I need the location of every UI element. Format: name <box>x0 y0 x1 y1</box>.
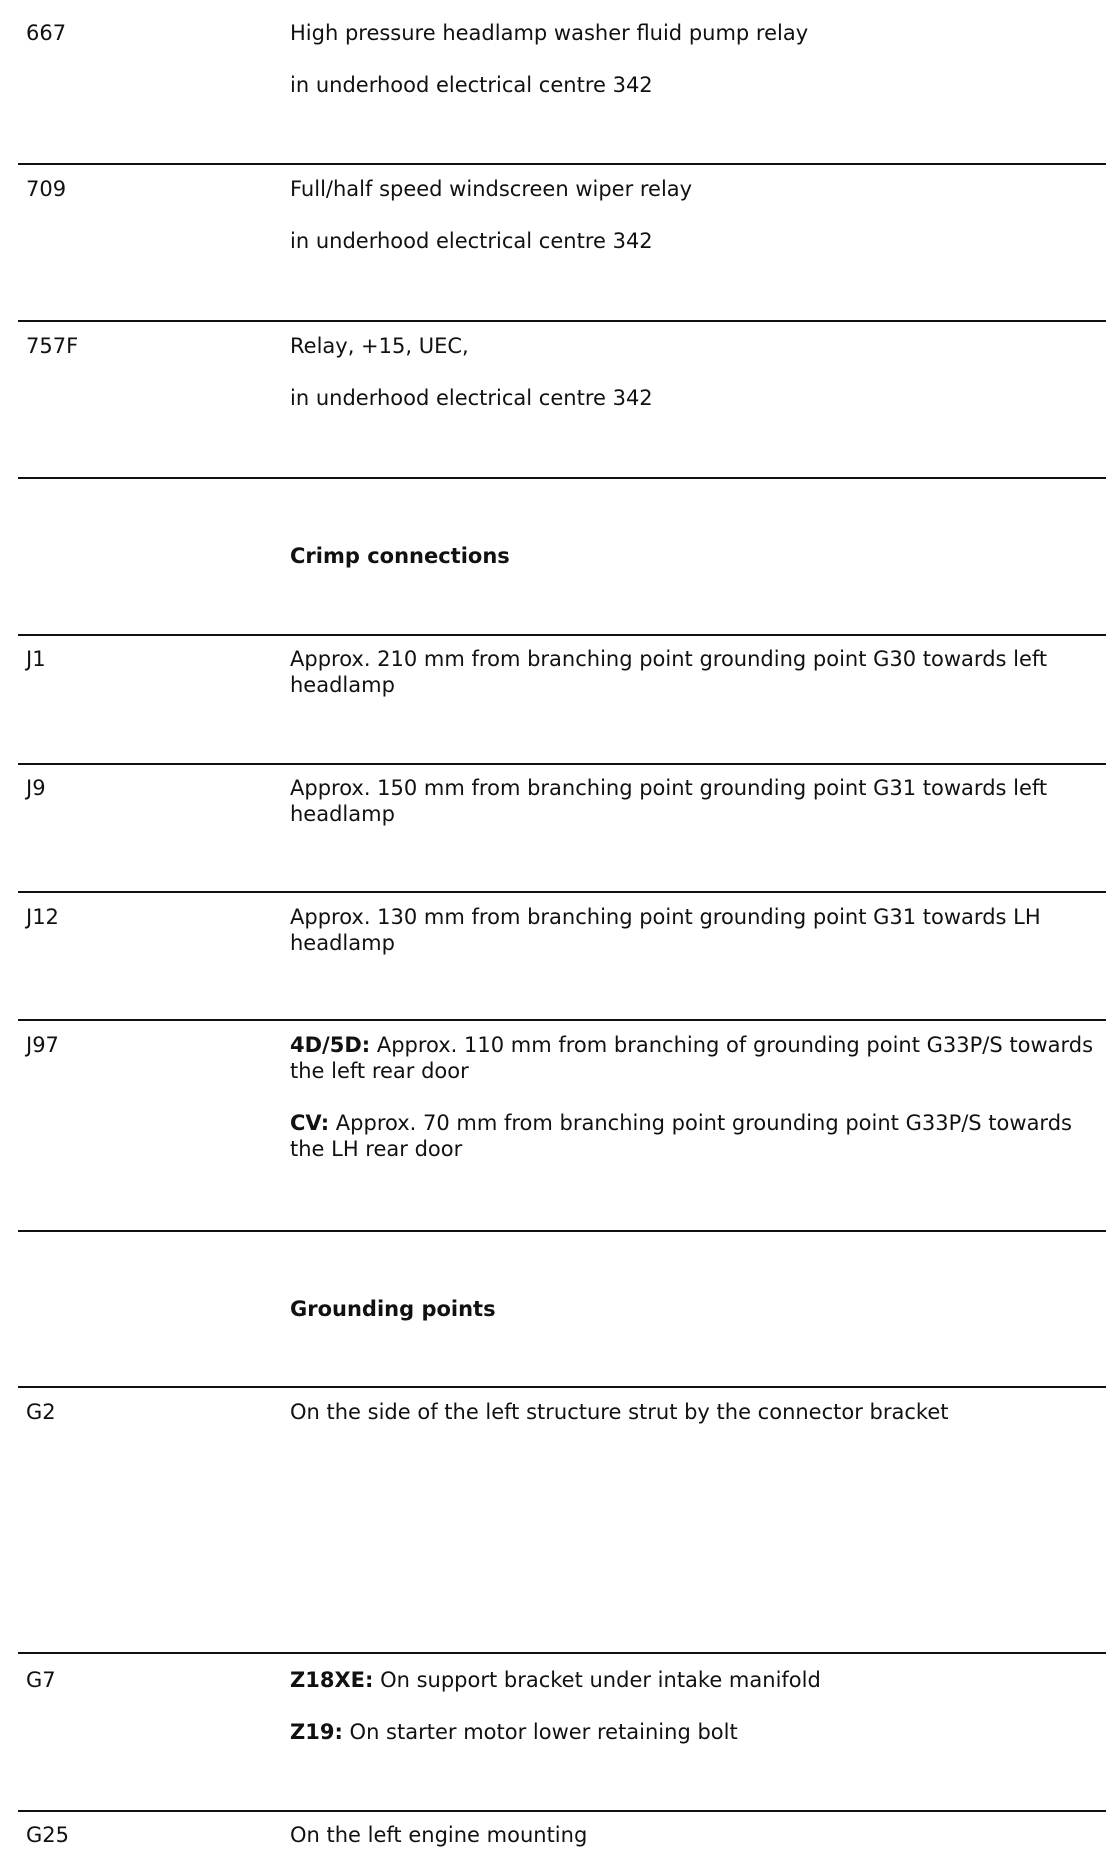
description-line: in underhood electrical centre 342 <box>290 386 653 410</box>
description-line: Relay, +15, UEC, <box>290 334 469 358</box>
component-code: J12 <box>26 905 59 929</box>
divider <box>18 1652 1106 1654</box>
description-line: Full/half speed windscreen wiper relay <box>290 177 693 201</box>
divider <box>18 320 1106 322</box>
divider <box>18 634 1106 636</box>
component-description <box>290 176 1106 254</box>
component-description <box>290 1822 1106 1848</box>
description-line: Approx. 210 mm from branching point grounding point G30 towards left headlamp <box>290 647 1048 697</box>
divider <box>18 163 1106 165</box>
component-code: G25 <box>26 1823 69 1847</box>
component-code: 709 <box>26 177 67 201</box>
component-code: G7 <box>26 1668 56 1692</box>
description-line: Z19: On starter motor lower retaining bolt <box>290 1720 738 1744</box>
component-code: J9 <box>26 776 46 800</box>
component-code: G2 <box>26 1400 56 1424</box>
description-line: On the side of the left structure strut by the connector bracket <box>290 1400 949 1424</box>
description-line: Approx. 150 mm from branching point grounding point G31 towards left headlamp <box>290 776 1048 826</box>
section-heading-grounding-points: Grounding points <box>290 1297 496 1321</box>
divider <box>18 477 1106 479</box>
component-description <box>290 775 1106 827</box>
component-code: J1 <box>26 647 46 671</box>
description-line: in underhood electrical centre 342 <box>290 73 653 97</box>
description-line: On the left engine mounting <box>290 1823 588 1847</box>
description-line: Z18XE: On support bracket under intake manifold <box>290 1668 821 1692</box>
component-description <box>290 1032 1106 1162</box>
divider <box>18 1019 1106 1021</box>
component-description <box>290 904 1106 956</box>
divider <box>18 1810 1106 1812</box>
description-line: 4D/5D: Approx. 110 mm from branching of grounding point G33P/S towards the left rear door <box>290 1033 1094 1083</box>
component-description <box>290 646 1106 698</box>
divider <box>18 763 1106 765</box>
component-description <box>290 333 1106 411</box>
component-description <box>290 1667 1106 1745</box>
component-code: 667 <box>26 21 67 45</box>
divider <box>18 891 1106 893</box>
component-description <box>290 1399 1106 1425</box>
description-line: CV: Approx. 70 mm from branching point grounding point G33P/S towards the LH rear door <box>290 1111 1072 1161</box>
component-code: 757F <box>26 334 79 358</box>
description-line: Approx. 130 mm from branching point grounding point G31 towards LH headlamp <box>290 905 1041 955</box>
component-code: J97 <box>26 1033 59 1057</box>
section-heading-crimp-connections: Crimp connections <box>290 544 510 568</box>
description-line: High pressure headlamp washer fluid pump relay <box>290 21 809 45</box>
divider <box>18 1386 1106 1388</box>
description-line: in underhood electrical centre 342 <box>290 229 653 253</box>
divider <box>18 1230 1106 1232</box>
component-description <box>290 20 1106 98</box>
